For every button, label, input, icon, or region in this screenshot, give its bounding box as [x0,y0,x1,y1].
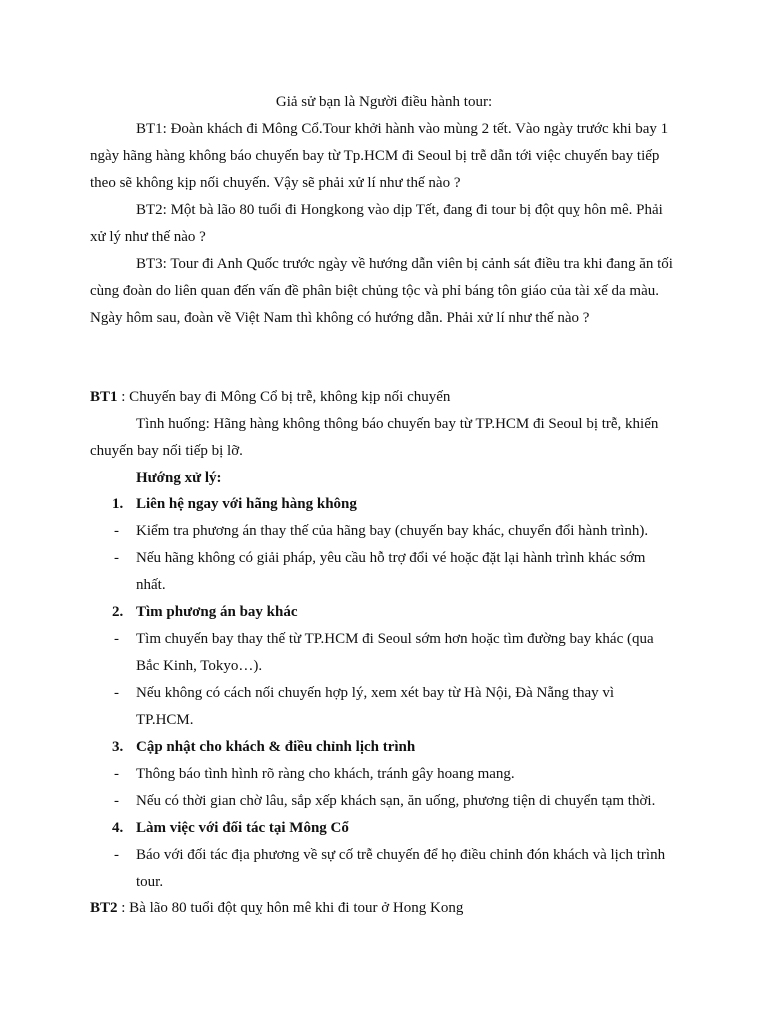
bt1-section-title [90,387,450,407]
step-2-number: 2. [112,604,124,620]
bt1-situation-line-1: Tình huống: Hãng hàng không thông báo chuyến bay từ TP.HCM đi Seoul bị trễ, khiến [136,416,659,432]
step-1-bullet-2-line-1: Nếu hãng không có giải pháp, yêu cầu hỗ trợ đổi vé hoặc đặt lại hành trình khác sớm [136,550,646,566]
step-1-bullet-1-line-1: Kiểm tra phương án thay thế của hãng bay (chuyến bay khác, chuyển đổi hành trình). [136,523,649,539]
bullet-dash: - [114,550,119,566]
step-3-number: 3. [112,739,124,755]
step-2-bullet-1-line-1: Tìm chuyến bay thay thế từ TP.HCM đi Seoul sớm hơn hoặc tìm đường bay khác (qua [136,631,654,647]
step-2-bullet-2-line-1: Nếu không có cách nối chuyến hợp lý, xem xét bay từ Hà Nội, Đà Nẵng thay vì [136,685,615,701]
intro-bt2-line-1: BT2: Một bà lão 80 tuổi đi Hongkong vào dịp Tết, đang đi tour bị đột quỵ hôn mê. Phải [136,202,663,218]
document-heading: Giả sử bạn là Người điều hành tour: [275,94,493,110]
bt1-handling-label: Hướng xử lý: [136,470,222,486]
intro-bt3-line-2: cùng đoàn do liên quan đến vấn đề phân biệt chủng tộc và phỉ báng tôn giáo của tài xế da màu. [90,283,659,299]
bullet-dash: - [114,685,119,701]
bullet-dash: - [114,523,119,539]
bt1-label: BT1 [90,389,118,405]
step-4-bullet-1-line-2: tour. [136,874,164,890]
intro-bt1-line-1: BT1: Đoàn khách đi Mông Cổ.Tour khởi hành vào mùng 2 tết. Vào ngày trước khi bay 1 [136,121,669,137]
bullet-dash: - [114,793,119,809]
intro-bt1-line-2: ngày hãng hàng không báo chuyến bay từ Tp.HCM đi Seoul bị trễ dẫn tới việc chuyến bay tiếp [90,148,660,164]
step-4-bullet-1-line-1: Báo với đối tác địa phương về sự cố trễ chuyến để họ điều chỉnh đón khách và lịch trình [136,847,666,863]
bullet-dash: - [114,766,119,782]
intro-bt3-line-3: Ngày hôm sau, đoàn về Việt Nam thì không có hướng dẫn. Phải xử lí như thế nào ? [90,310,590,326]
step-3-bullet-1-line-1: Thông báo tình hình rõ ràng cho khách, tránh gây hoang mang. [136,766,515,782]
step-3-bullet-2-line-1: Nếu có thời gian chờ lâu, sắp xếp khách sạn, ăn uống, phương tiện di chuyển tạm thời. [136,793,656,809]
intro-bt1-line-3: theo sẽ không kịp nối chuyến. Vậy sẽ phải xử lí như thế nào ? [90,175,461,191]
step-2-title: Tìm phương án bay khác [136,604,298,620]
bt2-section-title [90,898,463,918]
intro-bt2-line-2: xử lý như thế nào ? [90,229,206,245]
bt1-situation-line-2: chuyến bay nối tiếp bị lỡ. [90,443,243,459]
step-3-title: Cập nhật cho khách & điều chỉnh lịch trình [136,739,416,755]
step-4-number: 4. [112,820,124,836]
step-1-number: 1. [112,496,124,512]
bullet-dash: - [114,847,119,863]
step-2-bullet-1-line-2: Bắc Kinh, Tokyo…). [136,658,263,674]
bt2-label: BT2 [90,900,118,916]
step-4-title: Làm việc với đối tác tại Mông Cổ [136,820,349,836]
step-2-bullet-2-line-2: TP.HCM. [136,712,194,728]
bt2-title-text: : Bà lão 80 tuổi đột quỵ hôn mê khi đi tour ở Hong Kong [117,900,464,916]
step-1-title: Liên hệ ngay với hãng hàng không [136,496,357,512]
bt1-title-text: : Chuyến bay đi Mông Cổ bị trễ, không kịp nối chuyến [117,389,451,405]
intro-bt3-line-1: BT3: Tour đi Anh Quốc trước ngày về hướng dẫn viên bị cảnh sát điều tra khi đang ăn tối [136,256,673,272]
bullet-dash: - [114,631,119,647]
step-1-bullet-2-line-2: nhất. [136,577,166,593]
